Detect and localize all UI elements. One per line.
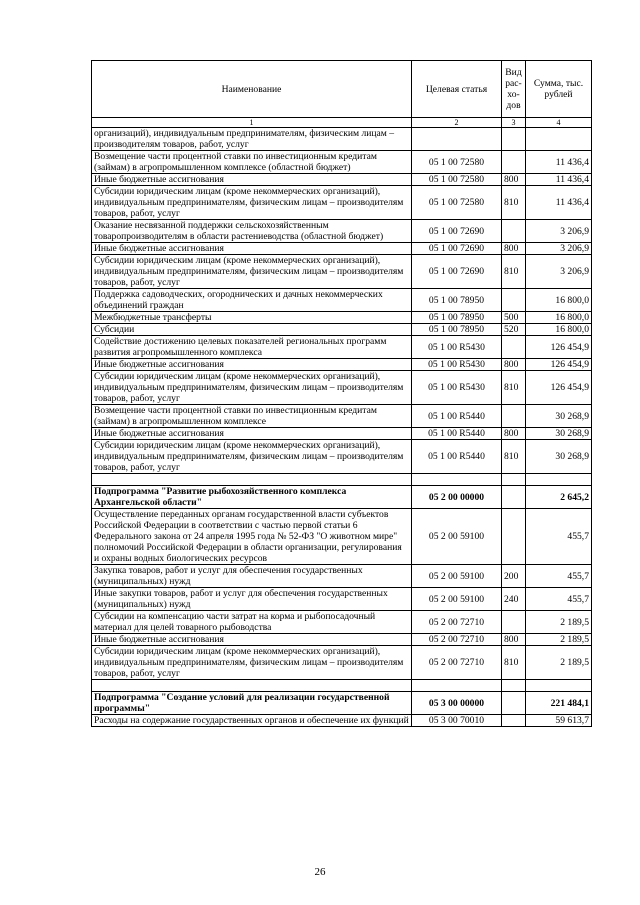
- row-amount: [526, 680, 592, 692]
- row-name: Субсидии юридическим лицам (кроме некоммерческих организаций), индивидуальным предпринимателям, физическим лицам – производителям товаров, работ, услуг: [92, 440, 412, 474]
- row-name: [92, 474, 412, 486]
- row-amount: 126 454,9: [526, 336, 592, 359]
- row-code: 05 1 00 R5440: [412, 428, 502, 440]
- row-code: 05 2 00 59100: [412, 588, 502, 611]
- row-kind: [502, 128, 526, 151]
- row-amount: 126 454,9: [526, 359, 592, 371]
- row-kind: [502, 405, 526, 428]
- row-name: Субсидии юридическим лицам (кроме некоммерческих организаций), индивидуальным предпринимателям, физическим лицам – производителям товаров, работ, услуг: [92, 371, 412, 405]
- table-row: [92, 611, 592, 634]
- row-code: 05 2 00 72710: [412, 646, 502, 680]
- row-amount: 455,7: [526, 588, 592, 611]
- row-kind: 810: [502, 186, 526, 220]
- row-name: Иные закупки товаров, работ и услуг для обеспечения государственных (муниципальных) нужд: [92, 588, 412, 611]
- row-code: 05 2 00 00000: [412, 486, 502, 509]
- row-kind: [502, 486, 526, 509]
- row-name: Иные бюджетные ассигнования: [92, 634, 412, 646]
- row-name: Иные бюджетные ассигнования: [92, 428, 412, 440]
- row-amount: 455,7: [526, 565, 592, 588]
- table-header: [92, 61, 592, 128]
- row-amount: 30 268,9: [526, 428, 592, 440]
- table-row: [92, 324, 592, 336]
- row-code: 05 3 00 00000: [412, 692, 502, 715]
- row-kind: 810: [502, 371, 526, 405]
- table-row: [92, 289, 592, 312]
- row-amount: 11 436,4: [526, 186, 592, 220]
- row-code: 05 1 00 72580: [412, 151, 502, 174]
- table-row: [92, 440, 592, 474]
- row-code: 05 1 00 72690: [412, 220, 502, 243]
- row-code: [412, 474, 502, 486]
- row-code: 05 1 00 R5430: [412, 336, 502, 359]
- header-kind: Вид рас-хо-дов: [502, 61, 526, 118]
- row-name: Подпрограмма "Создание условий для реализации государственной программы": [92, 692, 412, 715]
- row-code: 05 1 00 R5440: [412, 405, 502, 428]
- table-row: [92, 255, 592, 289]
- row-kind: [502, 611, 526, 634]
- row-amount: 2 645,2: [526, 486, 592, 509]
- table-row: [92, 336, 592, 359]
- row-name: Закупка товаров, работ и услуг для обеспечения государственных (муниципальных) нужд: [92, 565, 412, 588]
- table-row: [92, 588, 592, 611]
- row-name: Субсидии: [92, 324, 412, 336]
- row-kind: 800: [502, 174, 526, 186]
- table-row: [92, 186, 592, 220]
- header-num-3: 3: [502, 118, 526, 128]
- row-name: Расходы на содержание государственных органов и обеспечение их функций: [92, 715, 412, 727]
- spacer-row: [92, 474, 592, 486]
- row-name: Возмещение части процентной ставки по инвестиционным кредитам (займам) в агропромышленном комплексе: [92, 405, 412, 428]
- row-kind: [502, 509, 526, 565]
- budget-table: [91, 60, 592, 727]
- table-row: [92, 715, 592, 727]
- table-row: [92, 220, 592, 243]
- row-amount: 11 436,4: [526, 174, 592, 186]
- row-amount: 2 189,5: [526, 611, 592, 634]
- row-code: 05 1 00 R5440: [412, 440, 502, 474]
- row-name: Возмещение части процентной ставки по инвестиционным кредитам (займам) в агропромышленном комплексе (областной бюджет): [92, 151, 412, 174]
- subprogram-row: [92, 486, 592, 509]
- row-amount: 126 454,9: [526, 371, 592, 405]
- table-body: [92, 128, 592, 727]
- row-amount: 3 206,9: [526, 220, 592, 243]
- table-row: [92, 128, 592, 151]
- row-amount: 2 189,5: [526, 634, 592, 646]
- row-kind: [502, 220, 526, 243]
- row-kind: 810: [502, 255, 526, 289]
- row-code: 05 2 00 59100: [412, 509, 502, 565]
- row-kind: [502, 680, 526, 692]
- row-name: Субсидии юридическим лицам (кроме некоммерческих организаций), индивидуальным предпринимателям, физическим лицам – производителям товаров, работ, услуг: [92, 255, 412, 289]
- row-name: Поддержка садоводческих, огороднических и дачных некоммерческих объединений граждан: [92, 289, 412, 312]
- header-num-1: 1: [92, 118, 412, 128]
- row-code: 05 2 00 72710: [412, 611, 502, 634]
- row-code: 05 1 00 72690: [412, 243, 502, 255]
- row-kind: 810: [502, 440, 526, 474]
- row-name: организаций), индивидуальным предпринимателям, физическим лицам – производителям товаров, работ, услуг: [92, 128, 412, 151]
- row-kind: 520: [502, 324, 526, 336]
- row-code: 05 3 00 70010: [412, 715, 502, 727]
- header-amount: Сумма, тыс. рублей: [526, 61, 592, 118]
- row-amount: 3 206,9: [526, 243, 592, 255]
- row-name: [92, 680, 412, 692]
- row-code: [412, 128, 502, 151]
- row-code: 05 1 00 R5430: [412, 371, 502, 405]
- row-kind: 800: [502, 359, 526, 371]
- row-amount: 16 800,0: [526, 324, 592, 336]
- row-amount: 221 484,1: [526, 692, 592, 715]
- row-amount: [526, 474, 592, 486]
- row-kind: [502, 715, 526, 727]
- row-code: 05 1 00 78950: [412, 312, 502, 324]
- row-code: [412, 680, 502, 692]
- row-name: Иные бюджетные ассигнования: [92, 243, 412, 255]
- row-amount: 3 206,9: [526, 255, 592, 289]
- table-row: [92, 151, 592, 174]
- table-row: [92, 634, 592, 646]
- row-amount: 455,7: [526, 509, 592, 565]
- row-kind: 800: [502, 243, 526, 255]
- table-row: [92, 359, 592, 371]
- row-amount: 30 268,9: [526, 405, 592, 428]
- row-kind: [502, 151, 526, 174]
- row-amount: 30 268,9: [526, 440, 592, 474]
- row-name: Иные бюджетные ассигнования: [92, 174, 412, 186]
- row-name: Осуществление переданных органам государственной власти субъектов Российской Федерации в соответствии с частью первой статьи 6 Федерального закона от 24 апреля 1995 года № 52-ФЗ "О животном мире" полномочий Российской Федерации в области организации, регулирования и охраны водных биологических ресурсов: [92, 509, 412, 565]
- row-amount: 16 800,0: [526, 312, 592, 324]
- row-name: Оказание несвязанной поддержки сельскохозяйственным товаропроизводителям в области растениеводства (областной бюджет): [92, 220, 412, 243]
- row-amount: 16 800,0: [526, 289, 592, 312]
- row-kind: [502, 692, 526, 715]
- row-kind: 500: [502, 312, 526, 324]
- row-kind: 800: [502, 634, 526, 646]
- header-code: Целевая статья: [412, 61, 502, 118]
- row-name: Субсидии на компенсацию части затрат на корма и рыбопосадочный материал для целей товарного рыбоводства: [92, 611, 412, 634]
- table-row: [92, 428, 592, 440]
- row-code: 05 1 00 78950: [412, 289, 502, 312]
- row-amount: 11 436,4: [526, 151, 592, 174]
- row-name: Подпрограмма "Развитие рыбохозяйственного комплекса Архангельской области": [92, 486, 412, 509]
- table-row: [92, 243, 592, 255]
- row-name: Иные бюджетные ассигнования: [92, 359, 412, 371]
- row-kind: 800: [502, 428, 526, 440]
- table-row: [92, 312, 592, 324]
- spacer-row: [92, 680, 592, 692]
- row-kind: [502, 289, 526, 312]
- row-kind: [502, 474, 526, 486]
- row-kind: 200: [502, 565, 526, 588]
- table-row: [92, 174, 592, 186]
- table-row: [92, 646, 592, 680]
- table-row: [92, 405, 592, 428]
- row-amount: [526, 128, 592, 151]
- row-name: Субсидии юридическим лицам (кроме некоммерческих организаций), индивидуальным предпринимателям, физическим лицам – производителям товаров, работ, услуг: [92, 646, 412, 680]
- table-row: [92, 565, 592, 588]
- row-code: 05 1 00 72690: [412, 255, 502, 289]
- row-name: Субсидии юридическим лицам (кроме некоммерческих организаций), индивидуальным предпринимателям, физическим лицам – производителям товаров, работ, услуг: [92, 186, 412, 220]
- header-name: Наименование: [92, 61, 412, 118]
- header-num-4: 4: [526, 118, 592, 128]
- row-code: 05 2 00 59100: [412, 565, 502, 588]
- table-row: [92, 371, 592, 405]
- row-code: 05 1 00 78950: [412, 324, 502, 336]
- row-code: 05 1 00 R5430: [412, 359, 502, 371]
- row-amount: 2 189,5: [526, 646, 592, 680]
- header-num-2: 2: [412, 118, 502, 128]
- row-kind: [502, 336, 526, 359]
- row-code: 05 1 00 72580: [412, 186, 502, 220]
- table-row: [92, 509, 592, 565]
- row-kind: 240: [502, 588, 526, 611]
- row-code: 05 2 00 72710: [412, 634, 502, 646]
- row-name: Межбюджетные трансферты: [92, 312, 412, 324]
- row-amount: 59 613,7: [526, 715, 592, 727]
- subprogram-row: [92, 692, 592, 715]
- page-number: 26: [314, 866, 326, 878]
- row-code: 05 1 00 72580: [412, 174, 502, 186]
- row-kind: 810: [502, 646, 526, 680]
- row-name: Содействие достижению целевых показателей региональных программ развития агропромышленного комплекса: [92, 336, 412, 359]
